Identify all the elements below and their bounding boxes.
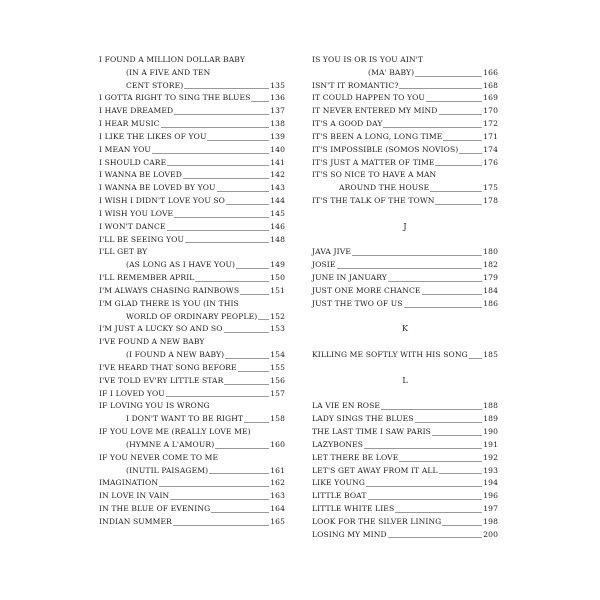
page-number: 139 (270, 131, 285, 141)
song-title: IT'S BEEN A LONG, LONG TIME (312, 131, 443, 141)
dot-leader (174, 114, 269, 115)
index-entry (312, 452, 498, 465)
song-title: I'VE TOLD EV'RY LITTLE STAR (99, 375, 224, 385)
index-entry (99, 375, 285, 388)
song-title: THE LAST TIME I SAW PARIS (312, 427, 431, 437)
index-entry (99, 157, 285, 170)
song-title: LA VIE EN ROSE (312, 401, 381, 411)
song-title: I GOTTA RIGHT TO SING THE BLUES (99, 93, 251, 103)
dot-leader (217, 191, 270, 192)
song-title: LAZYBONES (312, 439, 364, 449)
index-entry (99, 131, 285, 144)
page-number: 166 (483, 67, 498, 77)
spacer (312, 336, 498, 349)
song-title: INDIAN SUMMER (99, 516, 172, 526)
section-heading: K (402, 324, 408, 334)
dot-leader (415, 422, 483, 423)
page-number: 136 (270, 93, 285, 103)
index-entry (99, 490, 285, 503)
dot-leader (195, 281, 269, 282)
song-title: I'VE FOUND A NEW BABY (99, 337, 205, 347)
song-title: IT'S THE TALK OF THE TOWN (312, 196, 435, 206)
song-title: JUST ONE MORE CHANCE (312, 285, 421, 295)
dot-leader (161, 127, 270, 128)
index-column-left (99, 54, 285, 529)
song-title: IF YOU LOVE ME (REALLY LOVE ME) (99, 427, 251, 437)
song-title: (IN A FIVE AND TEN (126, 67, 211, 77)
song-title: CENT STORE) (126, 80, 184, 90)
index-entry (312, 157, 498, 170)
page-number: 153 (270, 324, 285, 334)
dot-leader (224, 384, 269, 385)
index-entry (312, 465, 498, 478)
song-title: I WANNA BE LOVED BY YOU (99, 183, 216, 193)
dot-leader (430, 191, 482, 192)
index-entry (312, 272, 498, 285)
page-number: 170 (483, 106, 498, 116)
index-entry (99, 144, 285, 157)
page-number: 142 (270, 170, 285, 180)
song-title: I'M GLAD THERE IS YOU (IN THIS (99, 298, 239, 308)
song-title: I'LL BE SEEING YOU (99, 234, 184, 244)
dot-leader (238, 371, 269, 372)
dot-leader (225, 358, 269, 359)
song-title: I FOUND A MILLION DOLLAR BABY (99, 55, 245, 64)
song-title: IT COULD HAPPEN TO YOU (312, 93, 425, 103)
page-number: 164 (270, 503, 285, 513)
song-title: KILLING ME SOFTLY WITH HIS SONG (312, 350, 468, 360)
page-number: 185 (483, 350, 498, 360)
song-title: JUST THE TWO OF US (312, 298, 403, 308)
spacer (312, 311, 498, 324)
page-number: 175 (483, 183, 498, 193)
index-entry (99, 362, 285, 375)
dot-leader (426, 101, 482, 102)
dot-leader (364, 448, 482, 449)
page-number: 145 (270, 208, 285, 218)
index-entry (312, 105, 498, 118)
index-entry (312, 400, 498, 413)
page-number: 179 (483, 273, 498, 283)
page-number: 155 (270, 362, 285, 372)
page-number: 138 (270, 119, 285, 129)
song-title: (I FOUND A NEW BABY) (126, 350, 225, 360)
page-number: 188 (483, 401, 498, 411)
dot-leader (368, 499, 483, 500)
dot-leader (184, 88, 269, 89)
song-title: IF LOVING YOU IS WRONG (99, 401, 210, 411)
page-number: 171 (483, 131, 498, 141)
index-entry (99, 336, 285, 349)
song-title: ISN'T IT ROMANTIC? (312, 80, 399, 90)
song-title: LET THERE BE LOVE (312, 452, 399, 462)
index-entry (312, 426, 498, 439)
index-entry (312, 298, 498, 311)
song-title: IS YOU IS OR IS YOU AIN'T (312, 55, 424, 64)
song-title: IN LOVE IN VAIN (99, 491, 170, 501)
song-title: I'VE HEARD THAT SONG BEFORE (99, 362, 237, 372)
page-number: 178 (483, 196, 498, 206)
dot-leader (422, 294, 483, 295)
index-entry (99, 388, 285, 401)
song-title: LET'S GET AWAY FROM IT ALL (312, 465, 438, 475)
index-entry (99, 477, 285, 490)
song-title: IT'S SO NICE TO HAVE A MAN (312, 170, 437, 180)
song-title: LOOK FOR THE SILVER LINING (312, 516, 442, 526)
song-title: LITTLE BOAT (312, 491, 367, 501)
song-title: I HAVE DREAMED (99, 106, 174, 116)
song-title: LITTLE WHITE LIES (312, 503, 395, 513)
dot-leader (435, 204, 482, 205)
index-entry (312, 169, 498, 182)
dot-leader (443, 140, 482, 141)
spacer (312, 208, 498, 221)
page-number: 156 (270, 375, 285, 385)
song-title: IN THE BLUE OF EVENING (99, 503, 211, 513)
page-number: 172 (483, 119, 498, 129)
dot-leader (404, 307, 483, 308)
index-entry (99, 80, 285, 93)
section-heading: L (402, 375, 408, 385)
song-title: I MEAN YOU (99, 144, 151, 154)
song-title: I WISH YOU LOVE (99, 208, 174, 218)
dot-leader (174, 217, 269, 218)
index-entry (312, 118, 498, 131)
dot-leader (399, 88, 482, 89)
dot-leader (352, 255, 482, 256)
dot-leader (167, 230, 270, 231)
song-title: IT NEVER ENTERED MY MIND (312, 106, 438, 116)
page-number: 141 (270, 157, 285, 167)
page-number: 150 (270, 273, 285, 283)
dot-leader (215, 448, 269, 449)
dot-leader (439, 473, 483, 474)
dot-leader (167, 165, 269, 166)
dot-leader (240, 294, 269, 295)
page-number: 182 (483, 260, 498, 270)
page-number: 162 (270, 478, 285, 488)
dot-leader (166, 396, 269, 397)
index-entry (99, 246, 285, 259)
index-entry (99, 234, 285, 247)
page-number: 174 (483, 144, 498, 154)
page-number: 149 (270, 260, 285, 270)
song-title: I'M ALWAYS CHASING RAINBOWS (99, 285, 240, 295)
song-title: I'LL GET BY (99, 247, 148, 257)
song-title: IT'S IMPOSSIBLE (SOMOS NOVIOS) (312, 144, 459, 154)
index-entry (312, 285, 498, 298)
song-title: IMAGINATION (99, 478, 159, 488)
song-title: IT'S JUST A MATTER OF TIME (312, 157, 435, 167)
dot-leader (236, 268, 269, 269)
page-number: 198 (483, 516, 498, 526)
page-number: 193 (483, 465, 498, 475)
index-entry (99, 323, 285, 336)
song-title: LIKE YOUNG (312, 478, 366, 488)
index-entry (99, 259, 285, 272)
dot-leader (244, 422, 269, 423)
page-number: 146 (270, 221, 285, 231)
page-number: 192 (483, 452, 498, 462)
page-number: 161 (270, 465, 285, 475)
page-number: 200 (483, 529, 498, 539)
dot-leader (381, 409, 482, 410)
song-title: I DON'T WANT TO BE RIGHT (126, 414, 244, 424)
index-entry (99, 92, 285, 105)
index-entry (99, 195, 285, 208)
index-entry (312, 54, 498, 67)
spacer (312, 362, 498, 375)
dot-leader (415, 76, 482, 77)
index-entry (312, 67, 498, 80)
index-entry (312, 259, 498, 272)
dot-leader (251, 101, 269, 102)
dot-leader (337, 268, 483, 269)
page-number: 165 (270, 516, 285, 526)
page-number: 180 (483, 247, 498, 257)
song-title: I WANNA BE LOVED (99, 170, 182, 180)
dot-leader (388, 281, 482, 282)
page-number: 190 (483, 427, 498, 437)
song-title: I LIKE THE LIKES OF YOU (99, 131, 207, 141)
index-entry (312, 503, 498, 516)
index-entry (312, 92, 498, 105)
dot-leader (159, 486, 269, 487)
page-number: 196 (483, 491, 498, 501)
index-entry (312, 529, 498, 542)
page-number: 157 (270, 388, 285, 398)
song-title: (MA' BABY) (368, 67, 415, 77)
page-number: 186 (483, 298, 498, 308)
dot-leader (383, 127, 482, 128)
song-title: JAVA JIVE (312, 247, 351, 257)
index-entry (312, 246, 498, 259)
song-title: LADY SINGS THE BLUES (312, 414, 414, 424)
index-entry (99, 118, 285, 131)
index-entry (99, 272, 285, 285)
dot-leader (432, 435, 482, 436)
index-entry (99, 465, 285, 478)
page-number: 176 (483, 157, 498, 167)
dot-leader (459, 153, 482, 154)
dot-leader (442, 525, 482, 526)
page-number: 140 (270, 144, 285, 154)
index-entry (99, 285, 285, 298)
page-number: 189 (483, 414, 498, 424)
page-number: 197 (483, 503, 498, 513)
page-number: 143 (270, 183, 285, 193)
section-heading: J (403, 221, 407, 231)
page-number: 194 (483, 478, 498, 488)
dot-leader (183, 178, 269, 179)
dot-leader (207, 140, 269, 141)
page-number: 135 (270, 80, 285, 90)
page-number: 168 (483, 80, 498, 90)
index-entry (99, 221, 285, 234)
index-column-right (312, 54, 498, 541)
page-number: 154 (270, 350, 285, 360)
index-entry (312, 490, 498, 503)
index-entry (99, 452, 285, 465)
index-entry (99, 298, 285, 311)
dot-leader (366, 486, 482, 487)
song-title: LOSING MY MIND (312, 529, 387, 539)
index-entry (99, 349, 285, 362)
song-title: (INUTIL PAISAGEM) (126, 465, 209, 475)
dot-leader (152, 153, 269, 154)
index-entry (99, 169, 285, 182)
page-number: 184 (483, 285, 498, 295)
song-title: AROUND THE HOUSE (339, 183, 430, 193)
page-number: 148 (270, 234, 285, 244)
song-title: I HEAR MUSIC (99, 119, 160, 129)
index-entry (99, 105, 285, 118)
index-entry (312, 131, 498, 144)
page-number: 191 (483, 439, 498, 449)
index-entry (312, 195, 498, 208)
page-number: 137 (270, 106, 285, 116)
song-title: (AS LONG AS I HAVE YOU) (126, 260, 236, 270)
page-number: 163 (270, 491, 285, 501)
index-entry (312, 477, 498, 490)
spacer (312, 388, 498, 401)
page-number: 160 (270, 439, 285, 449)
index-entry (99, 311, 285, 324)
index-entry (99, 400, 285, 413)
page-number: 152 (270, 311, 285, 321)
index-entry (99, 503, 285, 516)
page-number: 151 (270, 285, 285, 295)
index-entry (312, 516, 498, 529)
page-number: 169 (483, 93, 498, 103)
index-entry (312, 144, 498, 157)
dot-leader (209, 473, 269, 474)
dot-leader (258, 319, 269, 320)
dot-leader (469, 358, 482, 359)
song-title: I SHOULD CARE (99, 157, 167, 167)
index-entry (99, 182, 285, 195)
dot-leader (435, 165, 482, 166)
song-title: I WISH I DIDN'T LOVE YOU SO (99, 196, 226, 206)
song-title: JUNE IN JANUARY (312, 273, 387, 283)
dot-leader (185, 242, 269, 243)
dot-leader (439, 114, 483, 115)
dot-leader (173, 525, 269, 526)
song-title: JOSIE (312, 260, 336, 270)
song-title: I'M JUST A LUCKY SO AND SO (99, 324, 223, 334)
index-entry (99, 54, 285, 67)
index-entry (312, 439, 498, 452)
dot-leader (224, 332, 270, 333)
song-title: IF I LOVED YOU (99, 388, 165, 398)
index-entry (99, 413, 285, 426)
index-entry (312, 80, 498, 93)
index-entry (99, 208, 285, 221)
dot-leader (170, 499, 269, 500)
index-entry (312, 182, 498, 195)
song-title: I WON'T DANCE (99, 221, 166, 231)
index-entry (99, 439, 285, 452)
dot-leader (211, 512, 269, 513)
index-entry (99, 67, 285, 80)
dot-leader (226, 204, 269, 205)
dot-leader (395, 512, 482, 513)
song-title: IF YOU NEVER COME TO ME (99, 452, 219, 462)
song-title: IT'S A GOOD DAY (312, 119, 383, 129)
song-title: (HYMNE A L'AMOUR) (126, 439, 215, 449)
spacer (312, 234, 498, 247)
index-entry (99, 426, 285, 439)
dot-leader (388, 537, 482, 538)
index-entry (312, 349, 498, 362)
song-title: I'LL REMEMBER APRIL (99, 273, 195, 283)
page-number: 144 (270, 196, 285, 206)
page-number: 158 (270, 414, 285, 424)
index-entry (312, 413, 498, 426)
index-entry (99, 516, 285, 529)
dot-leader (399, 461, 482, 462)
song-title: WORLD OF ORDINARY PEOPLE) (126, 311, 258, 321)
